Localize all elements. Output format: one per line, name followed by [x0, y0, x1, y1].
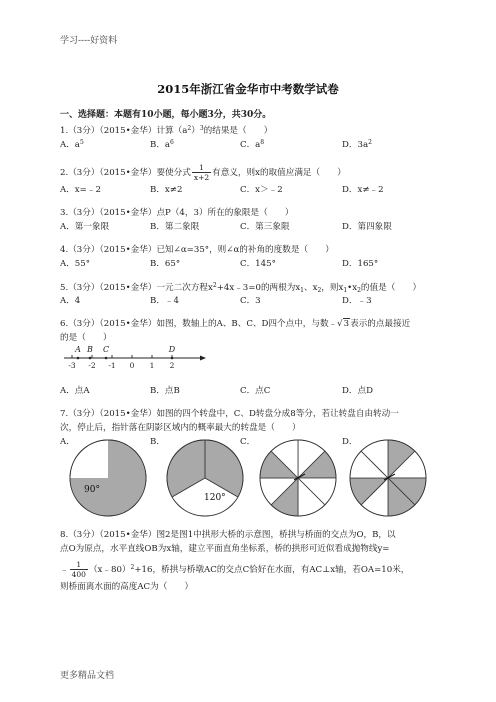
number-line-point	[77, 357, 80, 360]
q1-option-c[interactable]: C．$a^8$	[240, 139, 265, 150]
q3-option-d[interactable]: D．第四象限	[342, 222, 392, 232]
section-heading: 一、选择题：本题有10小题，每小题3分，共30分。	[60, 110, 272, 120]
q7-option-c[interactable]: C．	[240, 437, 256, 447]
q8-fraction: $\frac{1}{400}$	[71, 560, 86, 579]
q3-option-b[interactable]: B．第二象限	[150, 222, 200, 232]
q7-option-b[interactable]: B．	[150, 437, 165, 447]
q7-option-d[interactable]: D．	[342, 437, 358, 447]
page-title: 2015年浙江省金华市中考数学试卷	[157, 82, 339, 96]
q6-line2: 的是（ ）	[60, 333, 112, 343]
q6-option-b[interactable]: B．点B	[150, 386, 180, 396]
number-line-tick-label: -3	[68, 361, 76, 370]
q6-post: 表示的点最接近	[350, 319, 411, 329]
q3-option-a[interactable]: A．第一象限	[60, 222, 110, 232]
number-line-tick-label: 2	[169, 361, 175, 370]
q7-line2: 次，停止后，指针落在阴影区域内的概率最大的转盘是（ ）	[60, 423, 301, 433]
q6-option-d[interactable]: D．点D	[342, 386, 373, 396]
number-line-point	[105, 357, 108, 360]
q4-option-a[interactable]: A．55°	[60, 259, 91, 269]
q1-post: 的结果是（ ）	[203, 126, 273, 136]
q5-option-b[interactable]: B．﹣4	[150, 296, 179, 306]
q1-option-d[interactable]: D．$3a^2$	[342, 139, 372, 150]
q4-option-b[interactable]: B．65°	[150, 259, 181, 269]
q5-text: 5.（3分）（2015•金华）一元二次方程x	[60, 283, 213, 293]
question-1	[60, 125, 272, 137]
q5-option-d[interactable]: D．﹣3	[342, 296, 372, 306]
q2-text: 2.（3分）（2015•金华）要使分式	[60, 168, 191, 178]
q2-fraction: $\frac{1}{x+2}$	[193, 163, 210, 182]
question-5: 5.（3分）（2015•金华）一元二次方程$x^2+4x﹣3=0$的两根为$x_1$、$x_2$，则$x_1•x_2$的值是（ ）	[60, 282, 422, 294]
q2-option-c[interactable]: C．x＞﹣2	[240, 185, 283, 195]
number-line-arrow	[200, 356, 206, 361]
spinner-b	[163, 436, 247, 520]
number-line-point-label: A	[75, 345, 81, 354]
q7-option-a[interactable]: A．	[60, 437, 75, 447]
q1-mid: ）	[191, 126, 200, 136]
q2-post: 有意义，则x的取值应满足（ ）	[212, 168, 346, 178]
q8-line2: 点O为原点，水平直线OB为x轴，建立平面直角坐标系，桥的拱形可近似看成抛物线y=	[60, 544, 390, 554]
question-2	[60, 163, 346, 182]
question-6: 6.（3分）（2015•金华）如图，数轴上的A、B、C、D四个点中，与数﹣√3表示的点最接近	[60, 319, 411, 329]
number-line-point-label: B	[87, 345, 93, 354]
q5-option-a[interactable]: A．4	[60, 296, 81, 306]
q8-line3: ﹣ $\frac{1}{400}$ （x﹣80）$^2$+16，桥拱与桥墩AC的交点C恰好在水面，有AC⊥x轴，若OA=10米，	[60, 560, 410, 579]
page-header: 学习----好资料	[60, 36, 118, 46]
spinner-c	[256, 436, 340, 520]
q5-option-c[interactable]: C．3	[240, 296, 261, 306]
spinner-b-angle: 120°	[204, 493, 226, 503]
q8-line4: 则桥面离水面的高度AC为（ ）	[60, 582, 194, 592]
q4-option-c[interactable]: C．145°	[240, 259, 276, 269]
q2-option-a[interactable]: A．x=﹣2	[60, 185, 101, 195]
q1-exp2: 3	[199, 125, 204, 132]
q6-option-c[interactable]: C．点C	[240, 386, 271, 396]
question-3: 3.（3分）（2015•金华）点P（4，3）所在的象限是（ ）	[60, 208, 294, 218]
number-line-point-label: D	[168, 345, 176, 354]
question-8: 8.（3分）（2015•金华）图2是图1中拱形大桥的示意图，桥拱与桥面的交点为O，B，以	[60, 530, 396, 540]
q6-radicand: 3	[343, 319, 350, 329]
question-7: 7.（3分）（2015•金华）如图的四个转盘中，C、D转盘分成8等分，若让转盘自由转动一	[60, 409, 399, 419]
number-line-tick-label: 1	[149, 361, 155, 370]
number-line-tick-label: -2	[88, 361, 96, 370]
number-line-point	[171, 357, 174, 360]
q1-option-a[interactable]: A．$a^5$	[60, 139, 84, 150]
q6-text: 6.（3分）（2015•金华）如图，数轴上的A、B、C、D四个点中，与数﹣	[60, 319, 338, 329]
spinner-a-angle: 90°	[84, 485, 100, 495]
number-line-point	[89, 357, 92, 360]
number-line-tick-label: -1	[108, 361, 116, 370]
q1-exp1: 2	[187, 125, 192, 132]
q1-option-b[interactable]: B．$a^6$	[150, 139, 174, 150]
page-footer: 更多精品文档	[60, 671, 115, 681]
q4-option-d[interactable]: D．165°	[342, 259, 379, 269]
q6-option-a[interactable]: A．点A	[60, 386, 90, 396]
q1-text: 1.（3分）（2015•金华）计算（a	[60, 126, 188, 136]
spinner-a	[66, 436, 150, 520]
number-line-tick-label: 0	[129, 361, 135, 370]
q3-option-c[interactable]: C．第三象限	[240, 222, 290, 232]
q2-option-d[interactable]: D．x≠﹣2	[342, 185, 384, 195]
spinner-d	[346, 436, 430, 520]
number-line-figure	[60, 344, 210, 374]
number-line-point-label: C	[102, 345, 110, 354]
question-4: 4.（3分）（2015•金华）已知∠α=35°，则∠α的补角的度数是（ ）	[60, 245, 334, 255]
q2-option-b[interactable]: B．x≠2	[150, 185, 183, 195]
